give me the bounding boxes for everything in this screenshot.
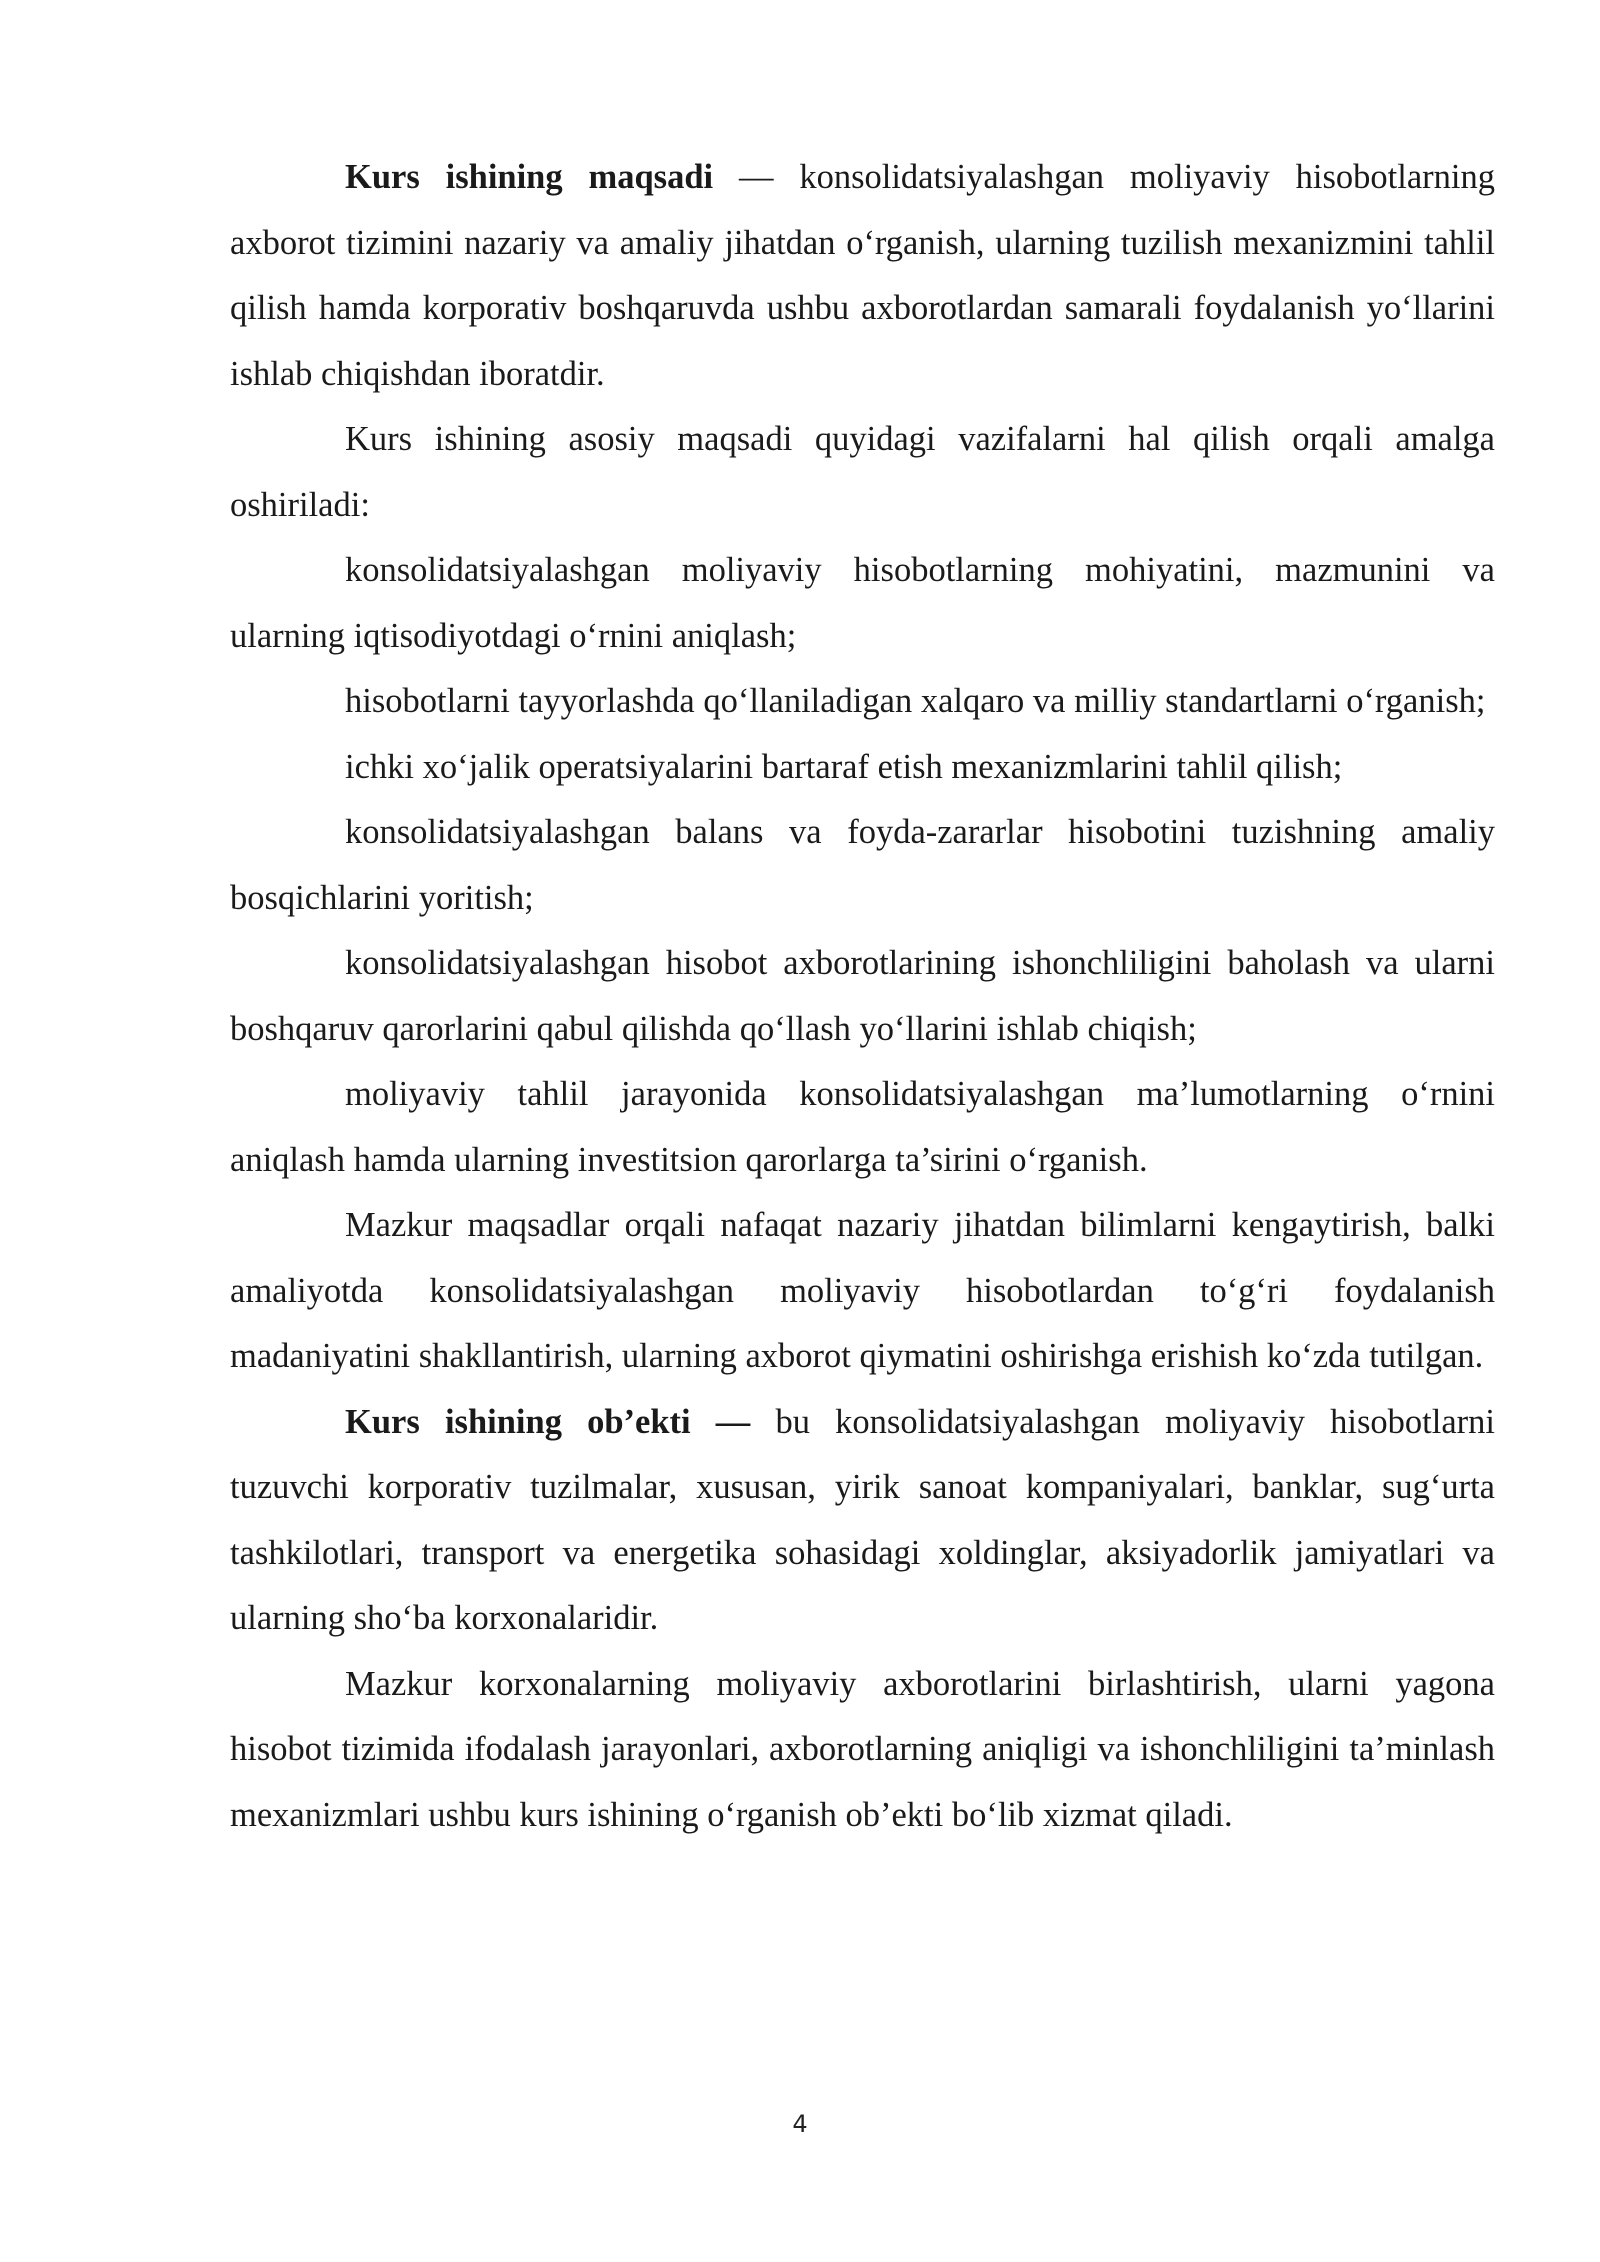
goal-text: — konsolidatsiyalashgan moliyaviy hisobotlarning axborot tizimini nazariy va amaliy jihatdan o‘rganish, ularning tuzilish mexanizmini tahlil qilish hamda korporativ boshqaruvda ushbu axborotlardan samarali foydalanish yo‘llarini ishlab chiqishdan iboratdir. [230, 158, 1495, 393]
body-text [230, 145, 1495, 1848]
task-item-4: konsolidatsiyalashgan balans va foyda-zararlar hisobotini tuzishning amaliy bosqichlarini yoritish; [230, 813, 1495, 917]
object-text: bu konsolidatsiyalashgan moliyaviy hisobotlarni tuzuvchi korporativ tuzilmalar, xususan, yirik sanoat kompaniyalari, banklar, sug‘urta tashkilotlari, transport va energetika sohasidagi xoldinglar, aksiyadorlik jamiyatlari va ularning sho‘ba korxonalaridir. [230, 1402, 1495, 1637]
paragraph-object-detail: Mazkur korxonalarning moliyaviy axborotlarini birlashtirish, ularni yagona hisobot tizimida ifodalash jarayonlari, axborotlarning aniqligi va ishonchliligini ta’minlash mexanizmlari ushbu kurs ishining o‘rganish ob’ekti bo‘lib xizmat qiladi. [230, 1664, 1495, 1834]
task-item-3: ichki xo‘jalik operatsiyalarini bartaraf etish mexanizmlarini tahlil qilish; [345, 747, 1343, 786]
goal-heading: Kurs ishining maqsadi [345, 158, 714, 196]
paragraph-goal [230, 145, 1495, 407]
page-number: 4 [792, 2110, 808, 2138]
paragraph-object [230, 1390, 1495, 1652]
task-item-1: konsolidatsiyalashgan moliyaviy hisobotlarning mohiyatini, mazmunini va ularning iqtisodiyotdagi o‘rnini aniqlash; [230, 551, 1495, 655]
paragraph-summary: Mazkur maqsadlar orqali nafaqat nazariy jihatdan bilimlarni kengaytirish, balki amaliyotda konsolidatsiyalashgan moliyaviy hisobotlardan to‘g‘ri foydalanish madaniyatini shakllantirish, ularning axborot qiymatini oshirishga erishish ko‘zda tutilgan. [230, 1206, 1495, 1375]
task-item-5: konsolidatsiyalashgan hisobot axborotlarining ishonchliligini baholash va ularni boshqaruv qarorlarini qabul qilishda qo‘llash yo‘llarini ishlab chiqish; [230, 944, 1495, 1048]
object-heading: Kurs ishining ob’ekti — [345, 1402, 751, 1441]
paragraph-tasks-intro: Kurs ishining asosiy maqsadi quyidagi vazifalarni hal qilish orqali amalga oshiriladi: [230, 420, 1495, 524]
task-item-6: moliyaviy tahlil jarayonida konsolidatsiyalashgan ma’lumotlarning o‘rnini aniqlash hamda ularning investitsion qarorlarga ta’sirini o‘rganish. [230, 1075, 1495, 1179]
task-item-2: hisobotlarni tayyorlashda qo‘llaniladigan xalqaro va milliy standartlarni o‘rganish; [345, 682, 1486, 720]
